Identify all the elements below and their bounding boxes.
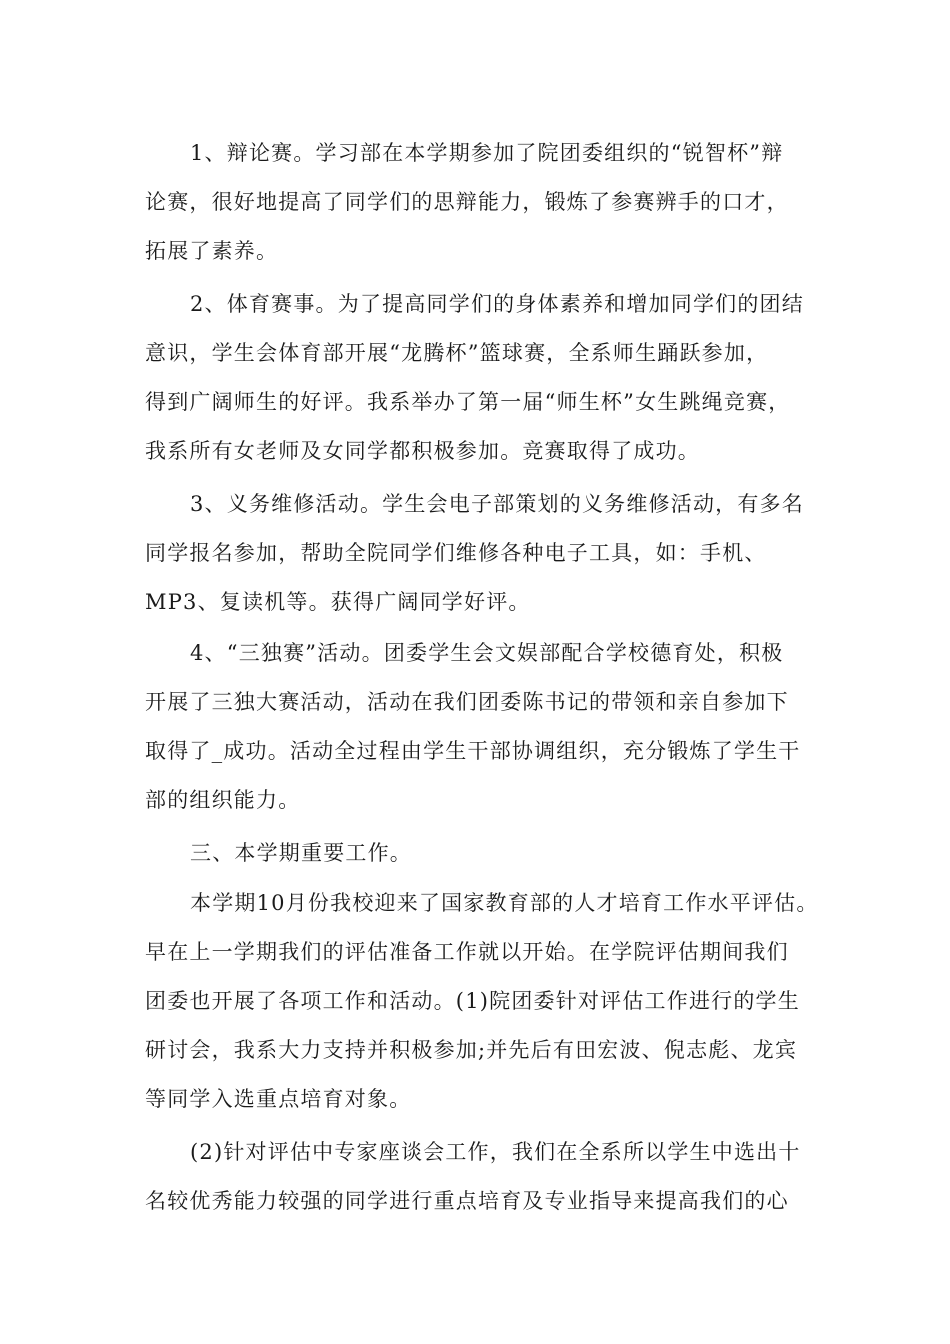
paragraph-5-line-3: 团委也开展了各项工作和活动。(1)院团委针对评估工作进行的学生	[145, 989, 800, 1013]
paragraph-2-line-2: 意识，学生会体育部开展“龙腾杯”篮球赛，全系师生踊跃参加，	[145, 341, 769, 365]
paragraph-5-line-1: 本学期10月份我校迎来了国家教育部的人才培育工作水平评估。	[190, 891, 819, 915]
paragraph-5-line-5: 等同学入选重点培育对象。	[145, 1087, 412, 1111]
paragraph-3-line-3: MP3、复读机等。获得广阔同学好评。	[145, 590, 531, 614]
section-heading: 三、本学期重要工作。	[190, 841, 412, 865]
paragraph-1-line-3: 拓展了素养。	[145, 239, 279, 263]
paragraph-3-line-2: 同学报名参加，帮助全院同学们维修各种电子工具，如：手机、	[145, 541, 767, 565]
paragraph-2-line-3: 得到广阔师生的好评。我系举办了第一届“师生杯”女生跳绳竞赛，	[145, 390, 791, 414]
paragraph-4-line-3: 取得了_成功。活动全过程由学生干部协调组织，充分锻炼了学生干	[145, 739, 801, 763]
paragraph-1-line-2: 论赛，很好地提高了同学们的思辩能力，锻炼了参赛辨手的口才，	[145, 190, 789, 214]
paragraph-2-line-4: 我系所有女老师及女同学都积极参加。竞赛取得了成功。	[145, 439, 700, 463]
paragraph-6-line-1: (2)针对评估中专家座谈会工作，我们在全系所以学生中选出十	[190, 1140, 801, 1164]
paragraph-5-line-4: 研讨会，我系大力支持并积极参加;并先后有田宏波、倪志彪、龙宾	[145, 1038, 798, 1062]
paragraph-4-line-4: 部的组织能力。	[145, 788, 301, 812]
paragraph-3-line-1: 3、义务维修活动。学生会电子部策划的义务维修活动，有多名	[190, 492, 804, 516]
paragraph-4-line-2: 开展了三独大赛活动，活动在我们团委陈书记的带领和亲自参加下	[145, 690, 789, 714]
paragraph-1-line-1: 1、辩论赛。学习部在本学期参加了院团委组织的“锐智杯”辩	[190, 141, 784, 165]
paragraph-2-line-1: 2、体育赛事。为了提高同学们的身体素养和增加同学们的团结	[190, 292, 804, 316]
paragraph-4-line-1: 4、“三独赛”活动。团委学生会文娱部配合学校德育处，积极	[190, 641, 784, 665]
paragraph-6-line-2: 名较优秀能力较强的同学进行重点培育及专业指导来提高我们的心	[145, 1189, 789, 1213]
paragraph-5-line-2: 早在上一学期我们的评估准备工作就以开始。在学院评估期间我们	[145, 940, 789, 964]
